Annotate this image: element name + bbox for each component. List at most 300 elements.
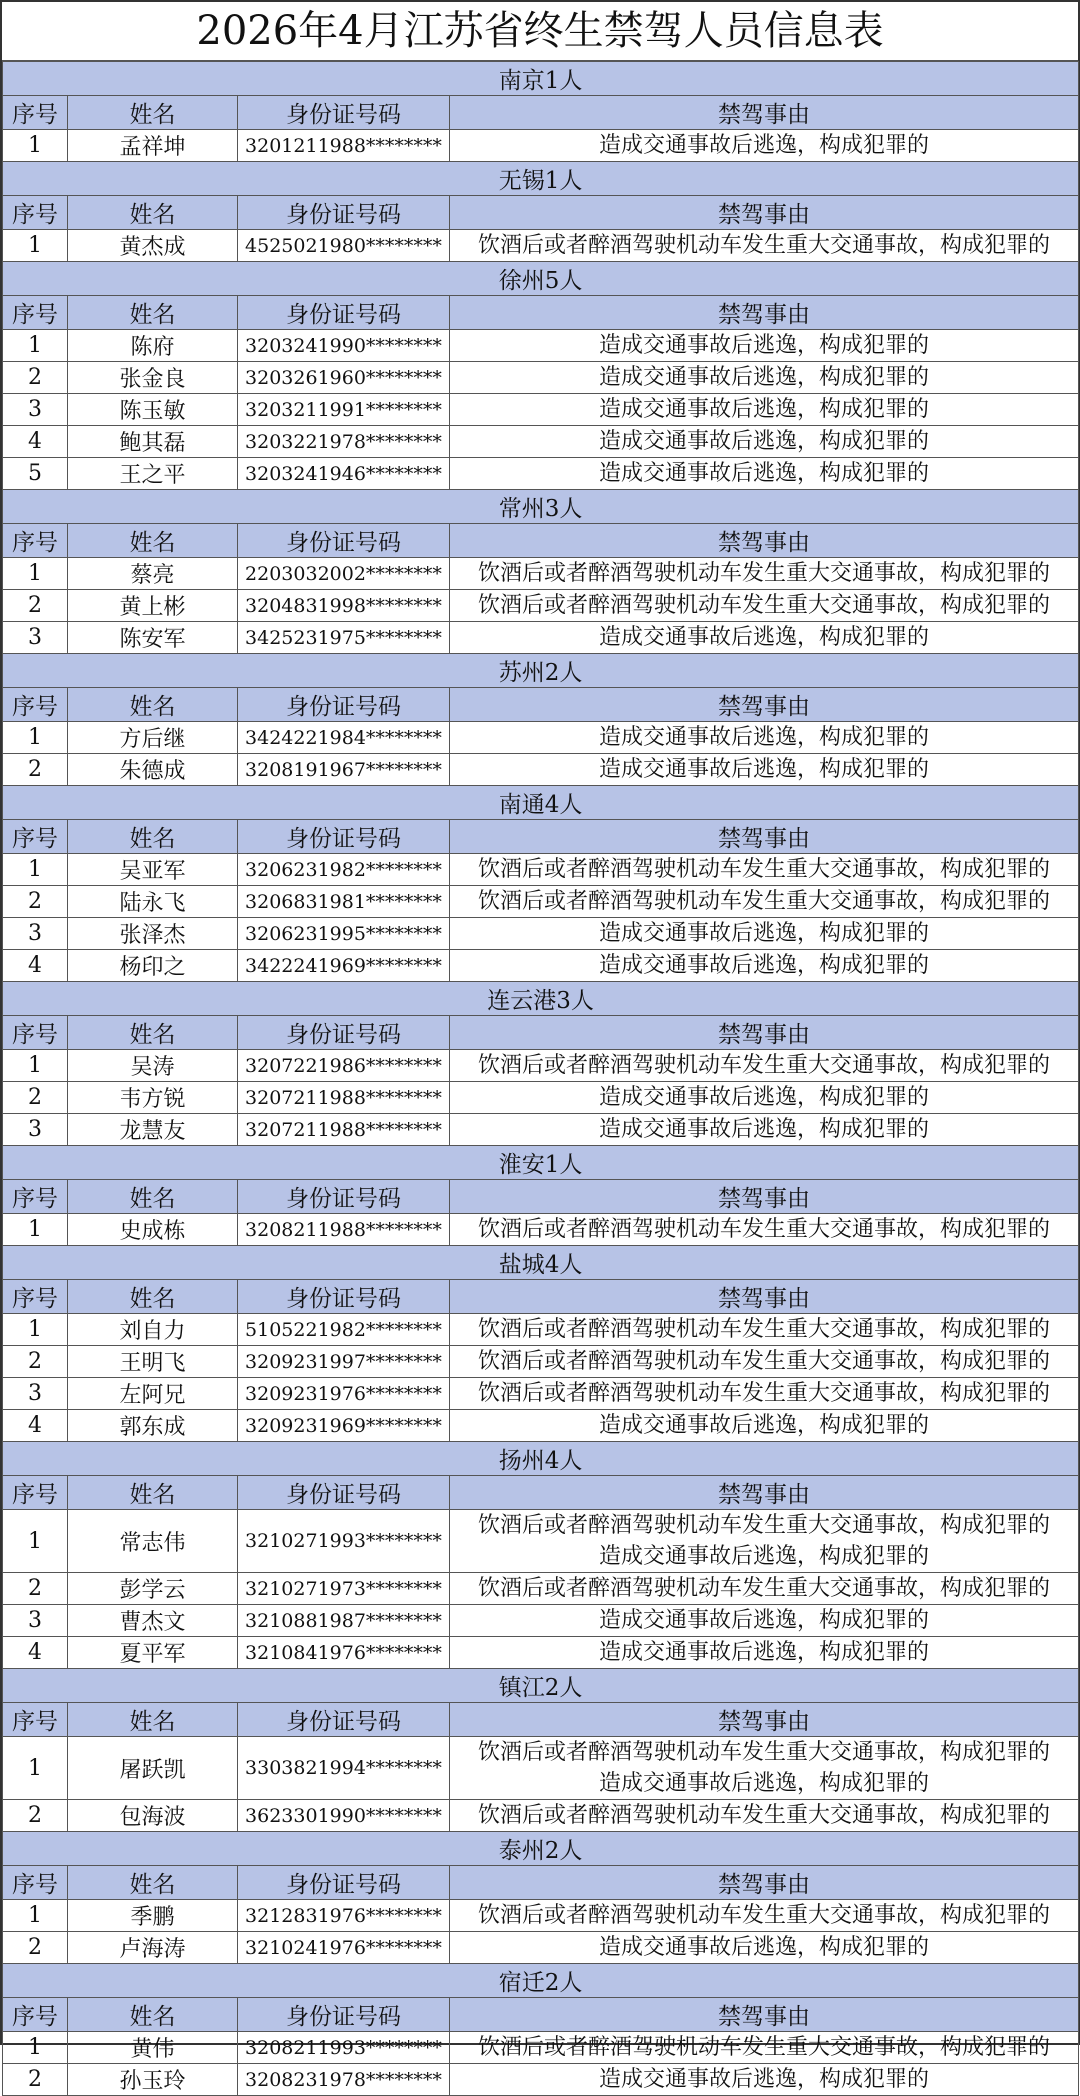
- column-header-name: 姓名: [68, 96, 238, 130]
- row-index: 2: [3, 362, 68, 394]
- id-number: 3206831981********: [238, 886, 450, 918]
- column-header-name: 姓名: [68, 1016, 238, 1050]
- id-number: 3201211988********: [238, 130, 450, 162]
- city-section-label: 镇江2人: [3, 1669, 1079, 1703]
- column-header-id: 身份证号码: [238, 1180, 450, 1214]
- city-section-header: [3, 1442, 1079, 1476]
- row-index: 1: [3, 330, 68, 362]
- person-name: 常志伟: [68, 1510, 238, 1573]
- row-index: 1: [3, 854, 68, 886]
- ban-reason-line: 饮酒后或者醉酒驾驶机动车发生重大交通事故，构成犯罪的: [478, 1053, 1051, 1078]
- person-name: 王之平: [68, 458, 238, 490]
- row-index: 3: [3, 1114, 68, 1146]
- city-section-header: [3, 262, 1079, 296]
- column-header-id: 身份证号码: [238, 1016, 450, 1050]
- ban-reason: [450, 1800, 1079, 1832]
- table-row: [3, 558, 1079, 590]
- row-index: 2: [3, 2064, 68, 2096]
- column-header-index: 序号: [3, 1703, 68, 1737]
- column-header-row: [3, 688, 1079, 722]
- table-row: [3, 950, 1079, 982]
- table-row: [3, 1410, 1079, 1442]
- column-header-row: [3, 820, 1079, 854]
- id-number: 3208211993********: [238, 2032, 450, 2064]
- city-section-header: [3, 1832, 1079, 1866]
- column-header-index: 序号: [3, 688, 68, 722]
- id-number: 3425231975********: [238, 622, 450, 654]
- row-index: 3: [3, 1605, 68, 1637]
- column-header-name: 姓名: [68, 820, 238, 854]
- row-index: 2: [3, 1082, 68, 1114]
- person-name: 朱德成: [68, 754, 238, 786]
- row-index: 1: [3, 1214, 68, 1246]
- city-section-header: [3, 490, 1079, 524]
- ban-reason: [450, 1346, 1079, 1378]
- ban-reason-line: 造成交通事故后逃逸，构成犯罪的: [599, 1935, 930, 1960]
- column-header-row: [3, 1703, 1079, 1737]
- table-row: [3, 854, 1079, 886]
- column-header-row: [3, 1998, 1079, 2032]
- id-number: 3208211988********: [238, 1214, 450, 1246]
- person-name: 蔡亮: [68, 558, 238, 590]
- column-header-row: [3, 1280, 1079, 1314]
- person-name: 龙慧友: [68, 1114, 238, 1146]
- id-number: 3210271973********: [238, 1573, 450, 1605]
- ban-reason: [450, 426, 1079, 458]
- ban-reason: [450, 1082, 1079, 1114]
- city-section-label: 无锡1人: [3, 162, 1079, 196]
- column-header-row: [3, 1476, 1079, 1510]
- person-name: 屠跃凯: [68, 1737, 238, 1800]
- table-row: [3, 1082, 1079, 1114]
- column-header-id: 身份证号码: [238, 688, 450, 722]
- column-header-index: 序号: [3, 524, 68, 558]
- city-section-label: 连云港3人: [3, 982, 1079, 1016]
- person-name: 夏平军: [68, 1637, 238, 1669]
- table-row: [3, 130, 1079, 162]
- ban-reason-line: 造成交通事故后逃逸，构成犯罪的: [599, 397, 930, 422]
- column-header-name: 姓名: [68, 1180, 238, 1214]
- column-header-id: 身份证号码: [238, 96, 450, 130]
- column-header-name: 姓名: [68, 1280, 238, 1314]
- id-number: 4525021980********: [238, 230, 450, 262]
- person-name: 王明飞: [68, 1346, 238, 1378]
- ban-reason-line: 造成交通事故后逃逸，构成犯罪的: [599, 1413, 930, 1438]
- table-row: [3, 394, 1079, 426]
- column-header-index: 序号: [3, 1998, 68, 2032]
- ban-reason-line: 饮酒后或者醉酒驾驶机动车发生重大交通事故，构成犯罪的: [478, 1803, 1051, 1828]
- ban-reason-line: 造成交通事故后逃逸，构成犯罪的: [599, 725, 930, 750]
- person-name: 卢海涛: [68, 1932, 238, 1964]
- ban-reason-line: 造成交通事故后逃逸，构成犯罪的: [599, 133, 930, 158]
- table-row: [3, 722, 1079, 754]
- row-index: 4: [3, 950, 68, 982]
- person-name: 陈玉敏: [68, 394, 238, 426]
- city-section-header: [3, 62, 1079, 96]
- ban-reason-line: 造成交通事故后逃逸，构成犯罪的: [599, 1117, 930, 1142]
- row-index: 3: [3, 1378, 68, 1410]
- ban-reason: [450, 1932, 1079, 1964]
- column-header-index: 序号: [3, 196, 68, 230]
- city-section-label: 南京1人: [3, 62, 1079, 96]
- row-index: 3: [3, 918, 68, 950]
- column-header-name: 姓名: [68, 688, 238, 722]
- ban-reason-line: 造成交通事故后逃逸，构成犯罪的: [599, 365, 930, 390]
- person-name: 方后继: [68, 722, 238, 754]
- row-index: 3: [3, 394, 68, 426]
- person-name: 吴涛: [68, 1050, 238, 1082]
- table-row: [3, 1114, 1079, 1146]
- table-row: [3, 1050, 1079, 1082]
- ban-reason-line: 造成交通事故后逃逸，构成犯罪的: [599, 1544, 930, 1569]
- id-number: 3203241946********: [238, 458, 450, 490]
- city-section-label: 宿迁2人: [3, 1964, 1079, 1998]
- person-name: 季鹏: [68, 1900, 238, 1932]
- table-row: [3, 1214, 1079, 1246]
- table-row: [3, 1314, 1079, 1346]
- city-section-label: 苏州2人: [3, 654, 1079, 688]
- column-header-id: 身份证号码: [238, 296, 450, 330]
- column-header-index: 序号: [3, 1476, 68, 1510]
- ban-reason-line: 造成交通事故后逃逸，构成犯罪的: [599, 2067, 930, 2092]
- row-index: 4: [3, 426, 68, 458]
- table-row: [3, 1510, 1079, 1573]
- table-row: [3, 2032, 1079, 2064]
- table-row: [3, 1573, 1079, 1605]
- id-number: 3207221986********: [238, 1050, 450, 1082]
- table-row: [3, 1900, 1079, 1932]
- row-index: 1: [3, 2032, 68, 2064]
- ban-reason: [450, 394, 1079, 426]
- ban-reason-line: 饮酒后或者醉酒驾驶机动车发生重大交通事故，构成犯罪的: [478, 1349, 1051, 1374]
- ban-reason: [450, 1737, 1079, 1800]
- person-name: 张金良: [68, 362, 238, 394]
- ban-reason: [450, 918, 1079, 950]
- ban-reason-line: 饮酒后或者醉酒驾驶机动车发生重大交通事故，构成犯罪的: [478, 1381, 1051, 1406]
- city-section-label: 常州3人: [3, 490, 1079, 524]
- row-index: 1: [3, 1737, 68, 1800]
- column-header-name: 姓名: [68, 1476, 238, 1510]
- table-row: [3, 918, 1079, 950]
- ban-reason-line: 造成交通事故后逃逸，构成犯罪的: [599, 1771, 930, 1796]
- ban-reason-line: 饮酒后或者醉酒驾驶机动车发生重大交通事故，构成犯罪的: [478, 1740, 1051, 1765]
- person-name: 黄上彬: [68, 590, 238, 622]
- table-row: [3, 1378, 1079, 1410]
- column-header-reason: 禁驾事由: [450, 296, 1079, 330]
- person-name: 张泽杰: [68, 918, 238, 950]
- city-section-label: 扬州4人: [3, 1442, 1079, 1476]
- id-number: 3203241990********: [238, 330, 450, 362]
- row-index: 1: [3, 1314, 68, 1346]
- ban-reason-line: 饮酒后或者醉酒驾驶机动车发生重大交通事故，构成犯罪的: [478, 1903, 1051, 1928]
- table-row: [3, 230, 1079, 262]
- ban-reason: [450, 1114, 1079, 1146]
- id-number: 3207211988********: [238, 1114, 450, 1146]
- table-row: [3, 1605, 1079, 1637]
- id-number: 3203261960********: [238, 362, 450, 394]
- column-header-reason: 禁驾事由: [450, 1703, 1079, 1737]
- column-header-index: 序号: [3, 820, 68, 854]
- column-header-index: 序号: [3, 1866, 68, 1900]
- ban-reason: [450, 886, 1079, 918]
- ban-reason-line: 造成交通事故后逃逸，构成犯罪的: [599, 921, 930, 946]
- column-header-reason: 禁驾事由: [450, 1280, 1079, 1314]
- table-row: [3, 1800, 1079, 1832]
- column-header-row: [3, 296, 1079, 330]
- id-number: 3209231969********: [238, 1410, 450, 1442]
- city-section-header: [3, 1146, 1079, 1180]
- table-row: [3, 1346, 1079, 1378]
- column-header-name: 姓名: [68, 296, 238, 330]
- person-name: 陈府: [68, 330, 238, 362]
- person-name: 史成栋: [68, 1214, 238, 1246]
- ban-reason: [450, 1314, 1079, 1346]
- person-name: 彭学云: [68, 1573, 238, 1605]
- column-header-name: 姓名: [68, 1703, 238, 1737]
- row-index: 2: [3, 1346, 68, 1378]
- ban-reason-line: 饮酒后或者醉酒驾驶机动车发生重大交通事故，构成犯罪的: [478, 1317, 1051, 1342]
- city-section-header: [3, 1669, 1079, 1703]
- row-index: 3: [3, 622, 68, 654]
- ban-reason: [450, 1050, 1079, 1082]
- column-header-reason: 禁驾事由: [450, 1180, 1079, 1214]
- ban-reason: [450, 558, 1079, 590]
- city-section-label: 南通4人: [3, 786, 1079, 820]
- id-number: 3203211991********: [238, 394, 450, 426]
- row-index: 1: [3, 558, 68, 590]
- column-header-reason: 禁驾事由: [450, 1476, 1079, 1510]
- ban-reason: [450, 1637, 1079, 1669]
- id-number: 3206231982********: [238, 854, 450, 886]
- ban-reason-line: 造成交通事故后逃逸，构成犯罪的: [599, 461, 930, 486]
- column-header-index: 序号: [3, 1016, 68, 1050]
- person-name: 韦方锐: [68, 1082, 238, 1114]
- ban-reason: [450, 754, 1079, 786]
- id-number: 3210841976********: [238, 1637, 450, 1669]
- id-number: 3424221984********: [238, 722, 450, 754]
- column-header-id: 身份证号码: [238, 1476, 450, 1510]
- row-index: 2: [3, 590, 68, 622]
- id-number: 3210241976********: [238, 1932, 450, 1964]
- column-header-id: 身份证号码: [238, 1703, 450, 1737]
- column-header-reason: 禁驾事由: [450, 524, 1079, 558]
- ban-reason-line: 饮酒后或者醉酒驾驶机动车发生重大交通事故，构成犯罪的: [478, 2035, 1051, 2060]
- ban-reason: [450, 590, 1079, 622]
- row-index: 1: [3, 1510, 68, 1573]
- id-number: 3623301990********: [238, 1800, 450, 1832]
- ban-reason-line: 造成交通事故后逃逸，构成犯罪的: [599, 625, 930, 650]
- id-number: 3210271993********: [238, 1510, 450, 1573]
- column-header-row: [3, 1180, 1079, 1214]
- column-header-name: 姓名: [68, 524, 238, 558]
- id-number: 2203032002********: [238, 558, 450, 590]
- table-row: [3, 362, 1079, 394]
- person-name: 孟祥坤: [68, 130, 238, 162]
- id-number: 3206231995********: [238, 918, 450, 950]
- ban-reason: [450, 1214, 1079, 1246]
- id-number: 3208231978********: [238, 2064, 450, 2096]
- ban-reason-line: 造成交通事故后逃逸，构成犯罪的: [599, 1640, 930, 1665]
- person-name: 陆永飞: [68, 886, 238, 918]
- ban-reason: [450, 2064, 1079, 2096]
- city-section-header: [3, 786, 1079, 820]
- ban-reason: [450, 230, 1079, 262]
- table-row: [3, 590, 1079, 622]
- ban-reason-line: 造成交通事故后逃逸，构成犯罪的: [599, 1608, 930, 1633]
- row-index: 2: [3, 1932, 68, 1964]
- ban-reason-line: 饮酒后或者醉酒驾驶机动车发生重大交通事故，构成犯罪的: [478, 1217, 1051, 1242]
- column-header-reason: 禁驾事由: [450, 688, 1079, 722]
- ban-reason: [450, 1573, 1079, 1605]
- id-number: 3422241969********: [238, 950, 450, 982]
- column-header-index: 序号: [3, 1280, 68, 1314]
- column-header-index: 序号: [3, 1180, 68, 1214]
- id-number: 3209231997********: [238, 1346, 450, 1378]
- person-name: 曹杰文: [68, 1605, 238, 1637]
- ban-reason: [450, 362, 1079, 394]
- column-header-reason: 禁驾事由: [450, 96, 1079, 130]
- person-name: 黄伟: [68, 2032, 238, 2064]
- id-number: 3208191967********: [238, 754, 450, 786]
- ban-list-body: [3, 62, 1079, 2096]
- city-section-label: 淮安1人: [3, 1146, 1079, 1180]
- id-number: 3207211988********: [238, 1082, 450, 1114]
- ban-reason: [450, 1378, 1079, 1410]
- ban-reason-line: 造成交通事故后逃逸，构成犯罪的: [599, 953, 930, 978]
- table-row: [3, 754, 1079, 786]
- column-header-row: [3, 524, 1079, 558]
- column-header-reason: 禁驾事由: [450, 1016, 1079, 1050]
- ban-list-table: [2, 61, 1079, 2096]
- column-header-id: 身份证号码: [238, 820, 450, 854]
- ban-reason: [450, 622, 1079, 654]
- table-row: [3, 1637, 1079, 1669]
- ban-reason: [450, 2032, 1079, 2064]
- column-header-name: 姓名: [68, 196, 238, 230]
- ban-reason-line: 造成交通事故后逃逸，构成犯罪的: [599, 757, 930, 782]
- row-index: 1: [3, 1050, 68, 1082]
- ban-reason: [450, 1900, 1079, 1932]
- column-header-id: 身份证号码: [238, 1998, 450, 2032]
- person-name: 鲍其磊: [68, 426, 238, 458]
- table-row: [3, 1737, 1079, 1800]
- column-header-row: [3, 196, 1079, 230]
- ban-reason-line: 饮酒后或者醉酒驾驶机动车发生重大交通事故，构成犯罪的: [478, 1576, 1051, 1601]
- ban-reason-line: 饮酒后或者醉酒驾驶机动车发生重大交通事故，构成犯罪的: [478, 857, 1051, 882]
- person-name: 包海波: [68, 1800, 238, 1832]
- person-name: 郭东成: [68, 1410, 238, 1442]
- ban-reason: [450, 854, 1079, 886]
- column-header-reason: 禁驾事由: [450, 1866, 1079, 1900]
- column-header-reason: 禁驾事由: [450, 196, 1079, 230]
- person-name: 吴亚军: [68, 854, 238, 886]
- row-index: 2: [3, 754, 68, 786]
- column-header-row: [3, 1016, 1079, 1050]
- ban-reason-line: 造成交通事故后逃逸，构成犯罪的: [599, 429, 930, 454]
- table-row: [3, 622, 1079, 654]
- person-name: 杨印之: [68, 950, 238, 982]
- column-header-name: 姓名: [68, 1866, 238, 1900]
- column-header-index: 序号: [3, 296, 68, 330]
- id-number: 3210881987********: [238, 1605, 450, 1637]
- column-header-id: 身份证号码: [238, 1866, 450, 1900]
- row-index: 1: [3, 1900, 68, 1932]
- ban-reason: [450, 1510, 1079, 1573]
- row-index: 4: [3, 1637, 68, 1669]
- table-row: [3, 426, 1079, 458]
- person-name: 左阿兄: [68, 1378, 238, 1410]
- table-row: [3, 2064, 1079, 2096]
- person-name: 孙玉玲: [68, 2064, 238, 2096]
- table-row: [3, 1932, 1079, 1964]
- id-number: 3303821994********: [238, 1737, 450, 1800]
- ban-reason-line: 饮酒后或者醉酒驾驶机动车发生重大交通事故，构成犯罪的: [478, 561, 1051, 586]
- row-index: 1: [3, 722, 68, 754]
- column-header-reason: 禁驾事由: [450, 1998, 1079, 2032]
- column-header-id: 身份证号码: [238, 196, 450, 230]
- column-header-name: 姓名: [68, 1998, 238, 2032]
- city-section-label: 徐州5人: [3, 262, 1079, 296]
- row-index: 1: [3, 130, 68, 162]
- column-header-index: 序号: [3, 96, 68, 130]
- city-section-header: [3, 1246, 1079, 1280]
- city-section-label: 盐城4人: [3, 1246, 1079, 1280]
- row-index: 4: [3, 1410, 68, 1442]
- city-section-label: 泰州2人: [3, 1832, 1079, 1866]
- city-section-header: [3, 162, 1079, 196]
- ban-reason-line: 饮酒后或者醉酒驾驶机动车发生重大交通事故，构成犯罪的: [478, 1513, 1051, 1538]
- page-title: 2026年4月江苏省终生禁驾人员信息表: [2, 2, 1078, 61]
- table-row: [3, 330, 1079, 362]
- column-header-id: 身份证号码: [238, 1280, 450, 1314]
- row-index: 2: [3, 886, 68, 918]
- table-row: [3, 458, 1079, 490]
- person-name: 黄杰成: [68, 230, 238, 262]
- id-number: 3212831976********: [238, 1900, 450, 1932]
- ban-reason-line: 造成交通事故后逃逸，构成犯罪的: [599, 333, 930, 358]
- column-header-row: [3, 1866, 1079, 1900]
- ban-reason: [450, 1410, 1079, 1442]
- ban-reason: [450, 458, 1079, 490]
- table-row: [3, 886, 1079, 918]
- ban-reason: [450, 1605, 1079, 1637]
- row-index: 1: [3, 230, 68, 262]
- person-name: 陈安军: [68, 622, 238, 654]
- ban-reason: [450, 722, 1079, 754]
- id-number: 5105221982********: [238, 1314, 450, 1346]
- city-section-header: [3, 982, 1079, 1016]
- ban-reason: [450, 130, 1079, 162]
- ban-reason-line: 造成交通事故后逃逸，构成犯罪的: [599, 1085, 930, 1110]
- row-index: 2: [3, 1573, 68, 1605]
- row-index: 5: [3, 458, 68, 490]
- id-number: 3203221978********: [238, 426, 450, 458]
- ban-reason: [450, 330, 1079, 362]
- ban-reason-line: 饮酒后或者醉酒驾驶机动车发生重大交通事故，构成犯罪的: [478, 233, 1051, 258]
- column-header-row: [3, 96, 1079, 130]
- column-header-reason: 禁驾事由: [450, 820, 1079, 854]
- ban-reason: [450, 950, 1079, 982]
- column-header-id: 身份证号码: [238, 524, 450, 558]
- ban-reason-line: 饮酒后或者醉酒驾驶机动车发生重大交通事故，构成犯罪的: [478, 889, 1051, 914]
- city-section-header: [3, 654, 1079, 688]
- person-name: 刘自力: [68, 1314, 238, 1346]
- id-number: 3204831998********: [238, 590, 450, 622]
- city-section-header: [3, 1964, 1079, 1998]
- row-index: 2: [3, 1800, 68, 1832]
- id-number: 3209231976********: [238, 1378, 450, 1410]
- ban-reason-line: 饮酒后或者醉酒驾驶机动车发生重大交通事故，构成犯罪的: [478, 593, 1051, 618]
